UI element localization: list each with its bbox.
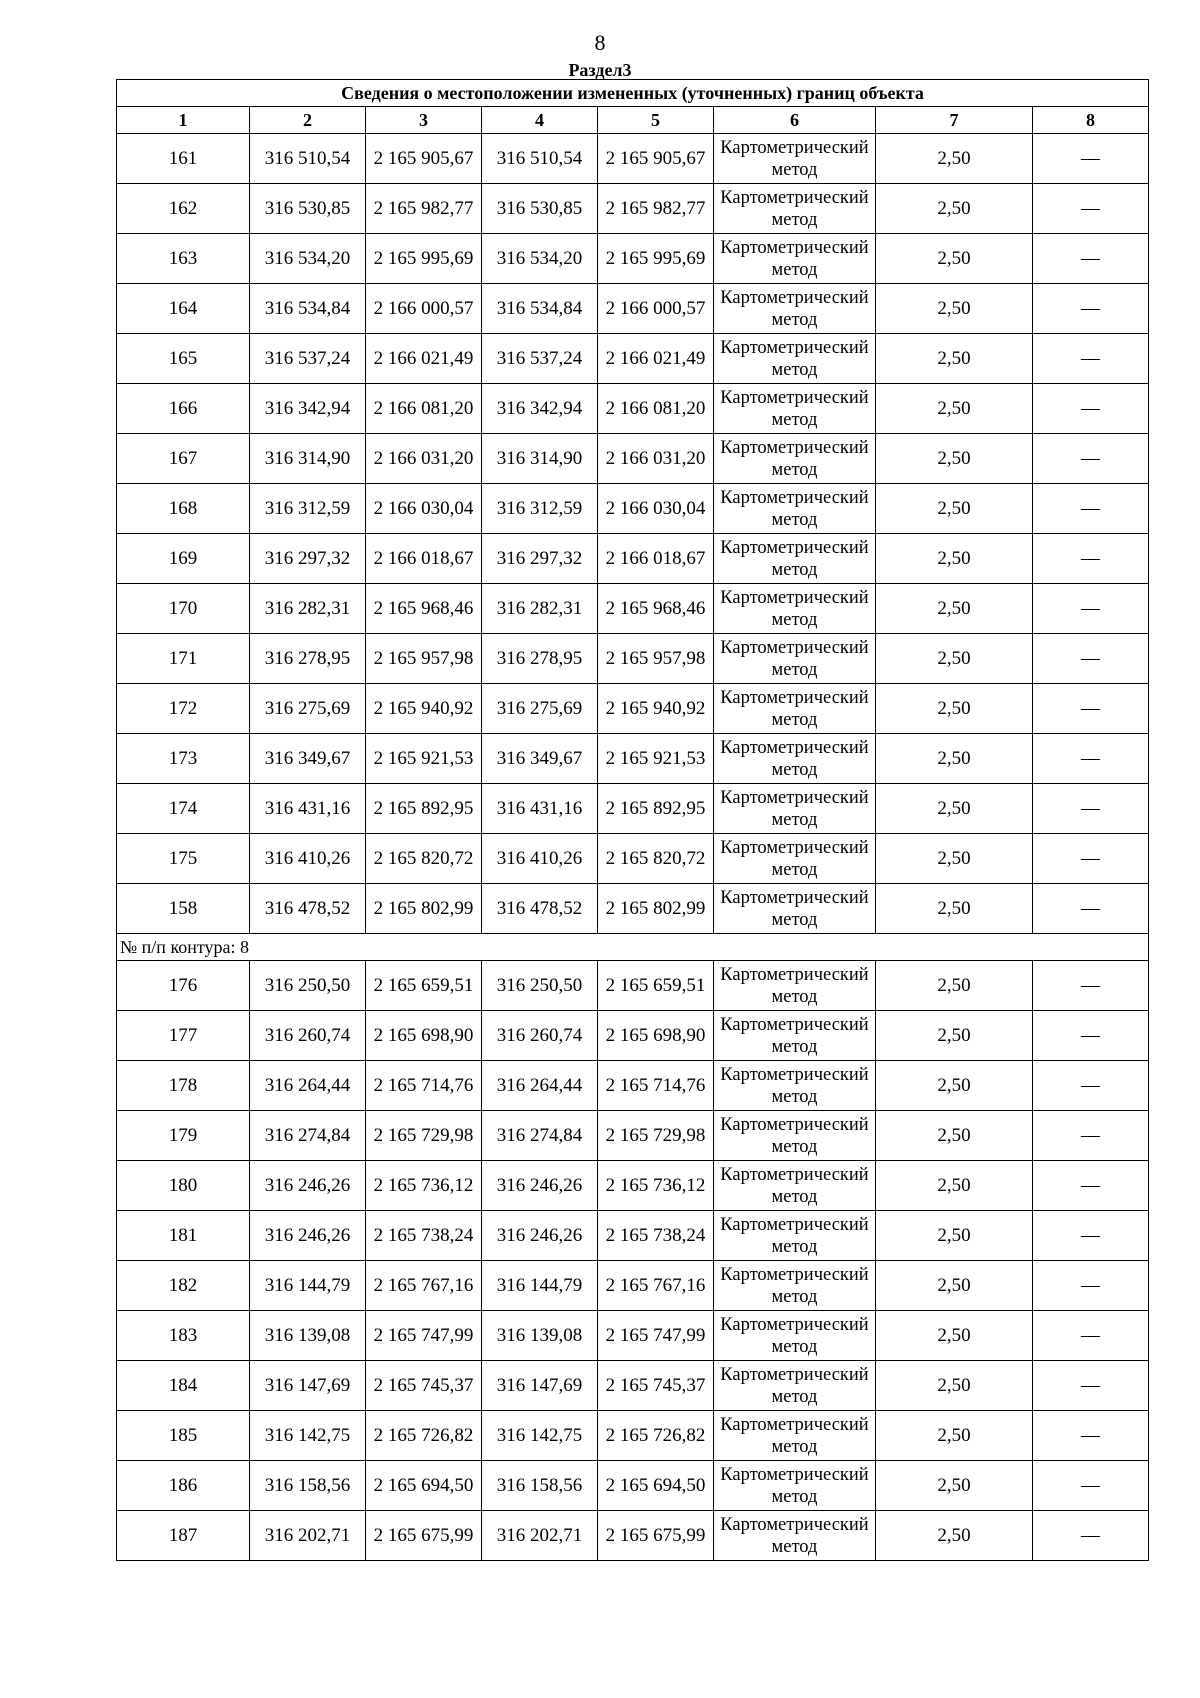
method-cell: Картометрический метод xyxy=(714,1211,876,1261)
description-cell: — xyxy=(1033,684,1149,734)
method-cell: Картометрический метод xyxy=(714,1461,876,1511)
y-new-cell: 2 165 820,72 xyxy=(598,834,714,884)
y-new-cell: 2 165 694,50 xyxy=(598,1461,714,1511)
y-new-cell: 2 165 940,92 xyxy=(598,684,714,734)
point-number-cell: 185 xyxy=(117,1411,250,1461)
table-row xyxy=(117,634,1149,684)
table-row xyxy=(117,1011,1149,1061)
y-old-cell: 2 165 738,24 xyxy=(366,1211,482,1261)
x-new-cell: 316 250,50 xyxy=(482,961,598,1011)
x-new-cell: 316 410,26 xyxy=(482,834,598,884)
x-old-cell: 316 314,90 xyxy=(250,434,366,484)
y-new-cell: 2 165 747,99 xyxy=(598,1311,714,1361)
table-row xyxy=(117,134,1149,184)
method-cell: Картометрический метод xyxy=(714,234,876,284)
x-old-cell: 316 534,20 xyxy=(250,234,366,284)
accuracy-cell: 2,50 xyxy=(876,534,1033,584)
y-old-cell: 2 165 957,98 xyxy=(366,634,482,684)
point-number-cell: 175 xyxy=(117,834,250,884)
table-row xyxy=(117,384,1149,434)
x-old-cell: 316 275,69 xyxy=(250,684,366,734)
x-new-cell: 316 537,24 xyxy=(482,334,598,384)
description-cell: — xyxy=(1033,1011,1149,1061)
point-number-cell: 165 xyxy=(117,334,250,384)
y-old-cell: 2 165 736,12 xyxy=(366,1161,482,1211)
x-old-cell: 316 246,26 xyxy=(250,1161,366,1211)
accuracy-cell: 2,50 xyxy=(876,634,1033,684)
y-old-cell: 2 165 995,69 xyxy=(366,234,482,284)
y-old-cell: 2 166 018,67 xyxy=(366,534,482,584)
accuracy-cell: 2,50 xyxy=(876,784,1033,834)
x-new-cell: 316 431,16 xyxy=(482,784,598,834)
description-cell: — xyxy=(1033,884,1149,934)
method-cell: Картометрический метод xyxy=(714,184,876,234)
accuracy-cell: 2,50 xyxy=(876,434,1033,484)
description-cell: — xyxy=(1033,1261,1149,1311)
y-old-cell: 2 165 745,37 xyxy=(366,1361,482,1411)
method-cell: Картометрический метод xyxy=(714,1511,876,1561)
accuracy-cell: 2,50 xyxy=(876,884,1033,934)
accuracy-cell: 2,50 xyxy=(876,1411,1033,1461)
accuracy-cell: 2,50 xyxy=(876,384,1033,434)
column-header: 1 xyxy=(117,107,250,134)
x-new-cell: 316 530,85 xyxy=(482,184,598,234)
point-number-cell: 161 xyxy=(117,134,250,184)
description-cell: — xyxy=(1033,234,1149,284)
column-header: 4 xyxy=(482,107,598,134)
x-old-cell: 316 274,84 xyxy=(250,1111,366,1161)
x-new-cell: 316 264,44 xyxy=(482,1061,598,1111)
y-new-cell: 2 165 905,67 xyxy=(598,134,714,184)
point-number-cell: 178 xyxy=(117,1061,250,1111)
description-cell: — xyxy=(1033,1361,1149,1411)
table-row xyxy=(117,1511,1149,1561)
table-row xyxy=(117,1061,1149,1111)
description-cell: — xyxy=(1033,634,1149,684)
x-old-cell: 316 282,31 xyxy=(250,584,366,634)
y-old-cell: 2 165 747,99 xyxy=(366,1311,482,1361)
table-row xyxy=(117,1261,1149,1311)
method-cell: Картометрический метод xyxy=(714,1411,876,1461)
y-new-cell: 2 166 021,49 xyxy=(598,334,714,384)
y-new-cell: 2 166 000,57 xyxy=(598,284,714,334)
x-new-cell: 316 342,94 xyxy=(482,384,598,434)
point-number-cell: 162 xyxy=(117,184,250,234)
method-cell: Картометрический метод xyxy=(714,584,876,634)
x-new-cell: 316 246,26 xyxy=(482,1211,598,1261)
point-number-cell: 183 xyxy=(117,1311,250,1361)
boundary-coordinates-table xyxy=(116,79,1149,1561)
column-header: 6 xyxy=(714,107,876,134)
point-number-cell: 181 xyxy=(117,1211,250,1261)
point-number-cell: 168 xyxy=(117,484,250,534)
y-new-cell: 2 166 018,67 xyxy=(598,534,714,584)
y-new-cell: 2 166 081,20 xyxy=(598,384,714,434)
table-row xyxy=(117,961,1149,1011)
method-cell: Картометрический метод xyxy=(714,534,876,584)
table-row xyxy=(117,684,1149,734)
x-new-cell: 316 534,20 xyxy=(482,234,598,284)
y-old-cell: 2 165 905,67 xyxy=(366,134,482,184)
table-row xyxy=(117,534,1149,584)
x-new-cell: 316 202,71 xyxy=(482,1511,598,1561)
y-new-cell: 2 165 957,98 xyxy=(598,634,714,684)
accuracy-cell: 2,50 xyxy=(876,1111,1033,1161)
y-old-cell: 2 165 940,92 xyxy=(366,684,482,734)
point-number-cell: 163 xyxy=(117,234,250,284)
table-row xyxy=(117,1411,1149,1461)
y-old-cell: 2 166 000,57 xyxy=(366,284,482,334)
point-number-cell: 179 xyxy=(117,1111,250,1161)
accuracy-cell: 2,50 xyxy=(876,334,1033,384)
x-new-cell: 316 312,59 xyxy=(482,484,598,534)
x-new-cell: 316 142,75 xyxy=(482,1411,598,1461)
description-cell: — xyxy=(1033,834,1149,884)
x-new-cell: 316 260,74 xyxy=(482,1011,598,1061)
x-new-cell: 316 282,31 xyxy=(482,584,598,634)
table-row xyxy=(117,284,1149,334)
accuracy-cell: 2,50 xyxy=(876,234,1033,284)
table-row xyxy=(117,1361,1149,1411)
accuracy-cell: 2,50 xyxy=(876,1161,1033,1211)
method-cell: Картометрический метод xyxy=(714,684,876,734)
method-cell: Картометрический метод xyxy=(714,1111,876,1161)
x-new-cell: 316 297,32 xyxy=(482,534,598,584)
x-old-cell: 316 278,95 xyxy=(250,634,366,684)
table-row xyxy=(117,884,1149,934)
x-new-cell: 316 147,69 xyxy=(482,1361,598,1411)
x-old-cell: 316 144,79 xyxy=(250,1261,366,1311)
table-body xyxy=(117,80,1149,1561)
y-old-cell: 2 165 802,99 xyxy=(366,884,482,934)
x-old-cell: 316 139,08 xyxy=(250,1311,366,1361)
point-number-cell: 177 xyxy=(117,1011,250,1061)
description-cell: — xyxy=(1033,784,1149,834)
description-cell: — xyxy=(1033,1061,1149,1111)
description-cell: — xyxy=(1033,1211,1149,1261)
x-new-cell: 316 478,52 xyxy=(482,884,598,934)
point-number-cell: 186 xyxy=(117,1461,250,1511)
accuracy-cell: 2,50 xyxy=(876,684,1033,734)
y-new-cell: 2 165 921,53 xyxy=(598,734,714,784)
method-cell: Картометрический метод xyxy=(714,334,876,384)
point-number-cell: 182 xyxy=(117,1261,250,1311)
y-new-cell: 2 165 659,51 xyxy=(598,961,714,1011)
x-old-cell: 316 202,71 xyxy=(250,1511,366,1561)
y-new-cell: 2 165 736,12 xyxy=(598,1161,714,1211)
y-old-cell: 2 165 921,53 xyxy=(366,734,482,784)
y-old-cell: 2 166 021,49 xyxy=(366,334,482,384)
description-cell: — xyxy=(1033,434,1149,484)
point-number-cell: 158 xyxy=(117,884,250,934)
y-new-cell: 2 165 726,82 xyxy=(598,1411,714,1461)
column-header: 3 xyxy=(366,107,482,134)
table-row xyxy=(117,1311,1149,1361)
y-old-cell: 2 165 982,77 xyxy=(366,184,482,234)
accuracy-cell: 2,50 xyxy=(876,834,1033,884)
y-new-cell: 2 165 982,77 xyxy=(598,184,714,234)
accuracy-cell: 2,50 xyxy=(876,284,1033,334)
table-row xyxy=(117,234,1149,284)
x-new-cell: 316 139,08 xyxy=(482,1311,598,1361)
x-new-cell: 316 144,79 xyxy=(482,1261,598,1311)
table-row xyxy=(117,1461,1149,1511)
table-row xyxy=(117,784,1149,834)
method-cell: Картометрический метод xyxy=(714,784,876,834)
accuracy-cell: 2,50 xyxy=(876,1011,1033,1061)
accuracy-cell: 2,50 xyxy=(876,584,1033,634)
x-old-cell: 316 142,75 xyxy=(250,1411,366,1461)
method-cell: Картометрический метод xyxy=(714,284,876,334)
table-row xyxy=(117,834,1149,884)
y-old-cell: 2 166 031,20 xyxy=(366,434,482,484)
method-cell: Картометрический метод xyxy=(714,434,876,484)
description-cell: — xyxy=(1033,184,1149,234)
table-row xyxy=(117,1161,1149,1211)
description-cell: — xyxy=(1033,534,1149,584)
x-new-cell: 316 314,90 xyxy=(482,434,598,484)
description-cell: — xyxy=(1033,961,1149,1011)
description-cell: — xyxy=(1033,1111,1149,1161)
method-cell: Картометрический метод xyxy=(714,1261,876,1311)
table-caption: Сведения о местоположении измененных (уточненных) границ объекта xyxy=(117,80,1149,107)
method-cell: Картометрический метод xyxy=(714,834,876,884)
accuracy-cell: 2,50 xyxy=(876,1511,1033,1561)
y-new-cell: 2 165 745,37 xyxy=(598,1361,714,1411)
x-new-cell: 316 158,56 xyxy=(482,1461,598,1511)
x-old-cell: 316 410,26 xyxy=(250,834,366,884)
point-number-cell: 180 xyxy=(117,1161,250,1211)
point-number-cell: 171 xyxy=(117,634,250,684)
section-title: Раздел3 xyxy=(568,60,632,80)
accuracy-cell: 2,50 xyxy=(876,184,1033,234)
x-new-cell: 316 274,84 xyxy=(482,1111,598,1161)
column-header: 8 xyxy=(1033,107,1149,134)
page-number: 8 xyxy=(594,30,606,55)
x-old-cell: 316 537,24 xyxy=(250,334,366,384)
y-new-cell: 2 165 767,16 xyxy=(598,1261,714,1311)
y-old-cell: 2 165 698,90 xyxy=(366,1011,482,1061)
y-old-cell: 2 165 726,82 xyxy=(366,1411,482,1461)
accuracy-cell: 2,50 xyxy=(876,1311,1033,1361)
x-old-cell: 316 530,85 xyxy=(250,184,366,234)
column-header: 5 xyxy=(598,107,714,134)
x-old-cell: 316 510,54 xyxy=(250,134,366,184)
method-cell: Картометрический метод xyxy=(714,961,876,1011)
table-row xyxy=(117,184,1149,234)
point-number-cell: 174 xyxy=(117,784,250,834)
x-new-cell: 316 349,67 xyxy=(482,734,598,784)
method-cell: Картометрический метод xyxy=(714,384,876,434)
x-old-cell: 316 349,67 xyxy=(250,734,366,784)
y-old-cell: 2 165 968,46 xyxy=(366,584,482,634)
y-new-cell: 2 165 802,99 xyxy=(598,884,714,934)
column-header: 2 xyxy=(250,107,366,134)
description-cell: — xyxy=(1033,384,1149,434)
contour-label: № п/п контура: 8 xyxy=(117,934,1149,961)
table-row xyxy=(117,1111,1149,1161)
table-caption-row xyxy=(117,80,1149,107)
description-cell: — xyxy=(1033,1161,1149,1211)
y-new-cell: 2 166 031,20 xyxy=(598,434,714,484)
x-old-cell: 316 250,50 xyxy=(250,961,366,1011)
method-cell: Картометрический метод xyxy=(714,484,876,534)
x-new-cell: 316 534,84 xyxy=(482,284,598,334)
table-row xyxy=(117,734,1149,784)
y-old-cell: 2 165 694,50 xyxy=(366,1461,482,1511)
point-number-cell: 176 xyxy=(117,961,250,1011)
description-cell: — xyxy=(1033,334,1149,384)
accuracy-cell: 2,50 xyxy=(876,1061,1033,1111)
accuracy-cell: 2,50 xyxy=(876,134,1033,184)
x-old-cell: 316 342,94 xyxy=(250,384,366,434)
y-new-cell: 2 165 968,46 xyxy=(598,584,714,634)
y-old-cell: 2 166 030,04 xyxy=(366,484,482,534)
y-new-cell: 2 165 892,95 xyxy=(598,784,714,834)
x-old-cell: 316 534,84 xyxy=(250,284,366,334)
y-new-cell: 2 165 729,98 xyxy=(598,1111,714,1161)
y-new-cell: 2 165 738,24 xyxy=(598,1211,714,1261)
description-cell: — xyxy=(1033,584,1149,634)
table-row xyxy=(117,584,1149,634)
x-old-cell: 316 478,52 xyxy=(250,884,366,934)
x-new-cell: 316 246,26 xyxy=(482,1161,598,1211)
y-new-cell: 2 166 030,04 xyxy=(598,484,714,534)
point-number-cell: 172 xyxy=(117,684,250,734)
table-row xyxy=(117,484,1149,534)
table-row xyxy=(117,434,1149,484)
x-old-cell: 316 297,32 xyxy=(250,534,366,584)
x-old-cell: 316 260,74 xyxy=(250,1011,366,1061)
method-cell: Картометрический метод xyxy=(714,1311,876,1361)
point-number-cell: 169 xyxy=(117,534,250,584)
point-number-cell: 164 xyxy=(117,284,250,334)
method-cell: Картометрический метод xyxy=(714,134,876,184)
y-old-cell: 2 165 820,72 xyxy=(366,834,482,884)
accuracy-cell: 2,50 xyxy=(876,734,1033,784)
y-new-cell: 2 165 675,99 xyxy=(598,1511,714,1561)
x-old-cell: 316 246,26 xyxy=(250,1211,366,1261)
description-cell: — xyxy=(1033,134,1149,184)
x-old-cell: 316 312,59 xyxy=(250,484,366,534)
y-new-cell: 2 165 698,90 xyxy=(598,1011,714,1061)
description-cell: — xyxy=(1033,1461,1149,1511)
table-row xyxy=(117,334,1149,384)
column-header-row xyxy=(117,107,1149,134)
y-old-cell: 2 165 729,98 xyxy=(366,1111,482,1161)
point-number-cell: 173 xyxy=(117,734,250,784)
x-old-cell: 316 147,69 xyxy=(250,1361,366,1411)
x-new-cell: 316 510,54 xyxy=(482,134,598,184)
point-number-cell: 170 xyxy=(117,584,250,634)
description-cell: — xyxy=(1033,1511,1149,1561)
y-new-cell: 2 165 714,76 xyxy=(598,1061,714,1111)
method-cell: Картометрический метод xyxy=(714,884,876,934)
y-old-cell: 2 166 081,20 xyxy=(366,384,482,434)
description-cell: — xyxy=(1033,734,1149,784)
x-old-cell: 316 264,44 xyxy=(250,1061,366,1111)
accuracy-cell: 2,50 xyxy=(876,1461,1033,1511)
y-old-cell: 2 165 892,95 xyxy=(366,784,482,834)
accuracy-cell: 2,50 xyxy=(876,1261,1033,1311)
method-cell: Картометрический метод xyxy=(714,1011,876,1061)
accuracy-cell: 2,50 xyxy=(876,1211,1033,1261)
description-cell: — xyxy=(1033,1311,1149,1361)
method-cell: Картометрический метод xyxy=(714,1061,876,1111)
point-number-cell: 187 xyxy=(117,1511,250,1561)
accuracy-cell: 2,50 xyxy=(876,1361,1033,1411)
x-old-cell: 316 431,16 xyxy=(250,784,366,834)
x-new-cell: 316 275,69 xyxy=(482,684,598,734)
point-number-cell: 167 xyxy=(117,434,250,484)
accuracy-cell: 2,50 xyxy=(876,484,1033,534)
y-new-cell: 2 165 995,69 xyxy=(598,234,714,284)
method-cell: Картометрический метод xyxy=(714,734,876,784)
accuracy-cell: 2,50 xyxy=(876,961,1033,1011)
point-number-cell: 166 xyxy=(117,384,250,434)
column-header: 7 xyxy=(876,107,1033,134)
description-cell: — xyxy=(1033,284,1149,334)
x-old-cell: 316 158,56 xyxy=(250,1461,366,1511)
method-cell: Картометрический метод xyxy=(714,1361,876,1411)
point-number-cell: 184 xyxy=(117,1361,250,1411)
y-old-cell: 2 165 767,16 xyxy=(366,1261,482,1311)
y-old-cell: 2 165 659,51 xyxy=(366,961,482,1011)
description-cell: — xyxy=(1033,1411,1149,1461)
contour-label-row xyxy=(117,934,1149,961)
method-cell: Картометрический метод xyxy=(714,634,876,684)
method-cell: Картометрический метод xyxy=(714,1161,876,1211)
y-old-cell: 2 165 714,76 xyxy=(366,1061,482,1111)
x-new-cell: 316 278,95 xyxy=(482,634,598,684)
y-old-cell: 2 165 675,99 xyxy=(366,1511,482,1561)
description-cell: — xyxy=(1033,484,1149,534)
table-row xyxy=(117,1211,1149,1261)
